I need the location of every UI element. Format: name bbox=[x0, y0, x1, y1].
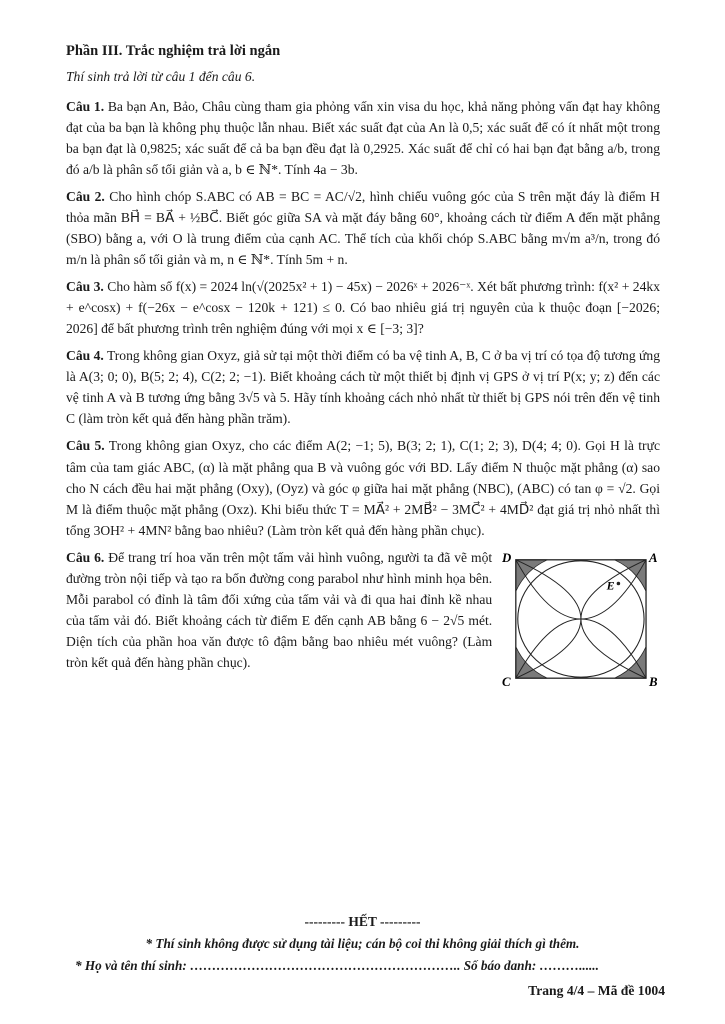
question-1-label: Câu 1. bbox=[66, 98, 105, 114]
label-b: B bbox=[649, 674, 658, 689]
question-1 bbox=[66, 96, 660, 180]
shaded-corner-a bbox=[615, 560, 647, 592]
parabola-left bbox=[516, 560, 581, 678]
parabola-top bbox=[516, 560, 646, 619]
question-5 bbox=[66, 435, 660, 540]
question-2-label: Câu 2. bbox=[66, 188, 105, 204]
question-6-label: Câu 6. bbox=[66, 549, 105, 565]
candidate-name-label: * Họ và tên thí sinh: bbox=[75, 958, 187, 973]
candidate-name-dots: …………………………………………………….. bbox=[190, 958, 461, 973]
point-e bbox=[617, 581, 621, 585]
question-1-text: Ba bạn An, Bảo, Châu cùng tham gia phỏng vấn xin visa du học, khả năng phỏng vấn đạt hay không đạt của ba bạn là không phụ thuộc lẫn nhau. Biết xác suất đạt của An là 0,5; xác suất để có ít nhất một trong ba bạn đạt là 0,9825; xác suất để cả ba bạn đều đạt là 0,2925. Xác suất để chỉ có hai bạn đạt bằng a/b, trong đó a/b là phân số tối giản và a, b ∈ ℕ*. Tính 4a − 3b. bbox=[66, 98, 660, 177]
end-mark: --------- HẾT --------- bbox=[304, 914, 421, 929]
parabola-bottom bbox=[516, 619, 646, 678]
shaded-corner-d bbox=[516, 560, 548, 592]
page-footer: Trang 4/4 – Mã đề 1004 bbox=[528, 983, 665, 998]
question-6 bbox=[66, 547, 492, 673]
candidate-line bbox=[75, 956, 665, 976]
question-4-label: Câu 4. bbox=[66, 348, 104, 364]
question-4 bbox=[66, 345, 660, 429]
content bbox=[66, 40, 660, 689]
shaded-corner-c bbox=[516, 646, 548, 678]
question-3-text: Cho hàm số f(x) = 2024 ln(√(2025x² + 1) − 45x) − 2026ˣ + 2026⁻ˣ. Xét bất phương trình: f(x² + 24kx + e^cosx) + f(−26x − e^cosx − 120k + 121) ≤ 0. Có bao nhiêu giá trị nguyên của k thuộc đoạn [−2026; 2026] để bất phương trình trên nghiệm đúng với mọi x ∈ [−3; 3]? bbox=[66, 279, 660, 337]
label-d: D bbox=[502, 550, 512, 565]
question-5-text: Trong không gian Oxyz, cho các điểm A(2; −1; 5), B(3; 2; 1), C(1; 2; 3), D(4; 4; 0). Gọi H là trực tâm của tam giác ABC, (α) là mặt phẳng qua B và vuông góc với BD. Lấy điểm N thuộc mặt phẳng (α) sao cho N cách đều hai mặt phẳng (Oxy), (Oyz) và góc φ giữa hai mặt phẳng (NBC), (ABC) có tan φ = √2. Gọi M là điểm thuộc mặt phẳng (Oxz). Khi biểu thức T = MA⃗² + 2MB⃗² − 3MC⃗² + 4MD⃗² đạt giá trị nhỏ nhất thì tổng 3OH² + 4MN² bằng bao nhiêu? (Làm tròn kết quả đến hàng phần chục). bbox=[66, 438, 660, 538]
question-6-block bbox=[66, 547, 660, 689]
question-4-text: Trong không gian Oxyz, giả sử tại một thời điểm có ba vệ tinh A, B, C ở ba vị trí có tọa độ tương ứng là A(3; 0; 0), B(5; 2; 4), C(2; 2; −1). Biết khoảng cách từ một thiết bị định vị GPS ở vị trí P(x; y; z) đến các vệ tinh A và B tương ứng bằng 3√5 và 5. Hãy tính khoảng cách nhỏ nhất từ thiết bị GPS nói trên đến vệ tinh C (làm tròn kết quả đến hàng phần trăm). bbox=[66, 348, 660, 427]
candidate-number-dots: ………...... bbox=[539, 958, 599, 973]
question-2 bbox=[66, 186, 660, 270]
shaded-corner-b bbox=[615, 646, 647, 678]
question-6-text: Để trang trí hoa văn trên một tấm vải hình vuông, người ta đã vẽ một đường tròn nội tiếp và tạo ra bốn đường cong parabol như hình minh họa bên. Mỗi parabol có đỉnh là tâm đối xứng của tấm vải và đi qua hai đỉnh kề nhau của tấm vải đó. Biết khoảng cách từ điểm E đến cạnh AB bằng 6 − 2√5 mét. Diện tích của phần hoa văn được tô đậm bằng bao nhiêu mét vuông? (Làm tròn kết quả đến hàng phần chục). bbox=[66, 549, 493, 671]
section-subtitle: Thí sinh trả lời từ câu 1 đến câu 6. bbox=[66, 69, 256, 85]
section-title: Phần III. Trắc nghiệm trả lời ngắn bbox=[66, 43, 281, 59]
exam-note: * Thí sinh không được sử dụng tài liệu; cán bộ coi thi không giải thích gì thêm. bbox=[145, 936, 580, 951]
question-3-label: Câu 3. bbox=[66, 279, 104, 295]
question-3 bbox=[66, 276, 660, 339]
question-5-label: Câu 5. bbox=[66, 438, 105, 454]
square-parabola-figure bbox=[502, 549, 660, 689]
question-2-text: Cho hình chóp S.ABC có AB = BC = AC/√2, hình chiếu vuông góc của S trên mặt đáy là điểm H thỏa mãn BH⃗ = BA⃗ + ½BC⃗. Biết góc giữa SA và mặt đáy bằng 60°, khoảng cách từ điểm A đến mặt phẳng (SBO) bằng a, với O là trung điểm của cạnh AC. Thể tích của khối chóp S.ABC bằng m√m a³/n, trong đó m/n là phân số tối giản và m, n ∈ ℕ*. Tính 5m + n. bbox=[66, 188, 660, 267]
label-c: C bbox=[502, 674, 511, 689]
candidate-number-label: Số báo danh: bbox=[463, 958, 537, 973]
label-a: A bbox=[649, 550, 658, 565]
label-e: E bbox=[606, 578, 615, 593]
